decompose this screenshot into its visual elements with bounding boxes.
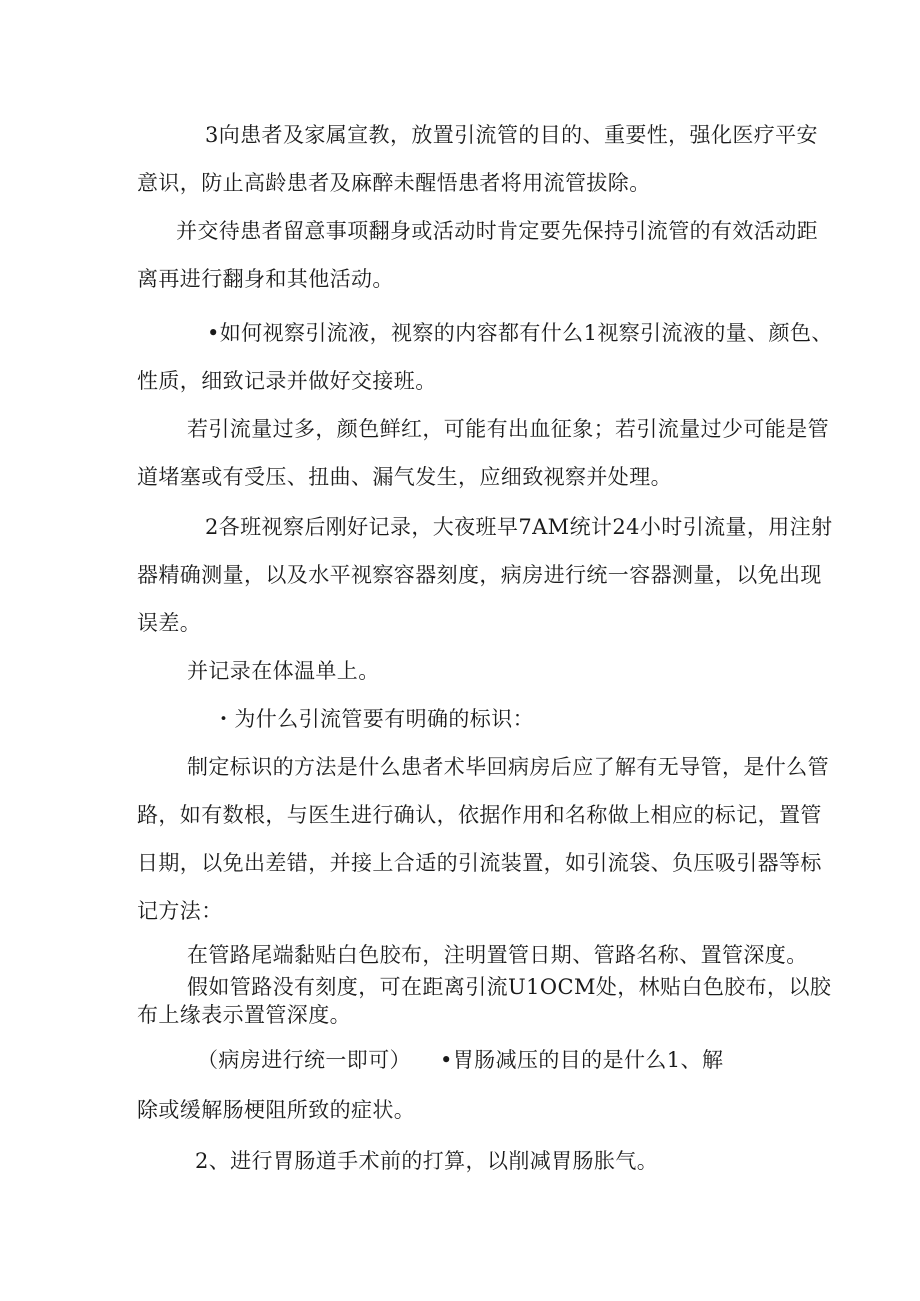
text-line: 3向患者及家属宣教，放置引流管的目的、重要性，强化医疗平安	[205, 123, 818, 147]
text-line: 若引流量过多，颜色鲜红，可能有出血征象；若引流量过少可能是管	[187, 417, 829, 441]
text-line: 离再进行翻身和其他活动。	[137, 267, 394, 291]
text-line: 并交待患者留意事项翻身或活动时肯定要先保持引流管的有效活动距	[176, 219, 818, 243]
text-line: •胃肠减压的目的是什么1、解	[440, 1048, 724, 1072]
text-line: 布上缘表示置管深度。	[137, 1003, 351, 1027]
text-line: 路，如有数根，与医生进行确认，依据作用和名称做上相应的标记，置管	[137, 803, 822, 827]
text-line: （病房进行统一即可）	[197, 1048, 411, 1072]
text-line: 误差。	[137, 611, 202, 635]
text-line: 日期，以免出差错，并接上合适的引流装置，如引流袋、负压吸引器等标	[137, 851, 822, 875]
text-line: 制定标识的方法是什么患者术毕回病房后应了解有无导管，是什么管	[187, 755, 829, 779]
text-line: 除或缓解肠梗阻所致的症状。	[137, 1098, 416, 1122]
text-line: 记方法：	[137, 899, 223, 923]
text-line: 并记录在体温单上。	[187, 659, 380, 683]
text-line: •如何视察引流液，视察的内容都有什么1视察引流液的量、颜色、	[207, 321, 833, 345]
text-line: ・为什么引流管要有明确的标识：	[213, 707, 534, 731]
text-line: 在管路尾端黏贴白色胶布，注明置管日期、管路名称、置管深度。	[187, 943, 808, 967]
text-line: 性质，细致记录并做好交接班。	[137, 369, 437, 393]
text-line: 器精确测量，以及水平视察容器刻度，病房进行统一容器测量，以免出现	[137, 563, 822, 587]
text-line: 意识，防止高龄患者及麻醉未醒悟患者将用流管拔除。	[137, 171, 651, 195]
text-line: 2、进行胃肠道手术前的打算，以削减胃肠胀气。	[195, 1149, 659, 1173]
text-line: 2各班视察后刚好记录，大夜班早7AM统计24小时引流量，用注射	[205, 515, 833, 539]
text-line: 假如管路没有刻度，可在距离引流U1OCM处，林贴白色胶布，以胶	[187, 975, 832, 999]
text-line: 道堵塞或有受压、扭曲、漏气发生，应细致视察并处理。	[137, 465, 672, 489]
